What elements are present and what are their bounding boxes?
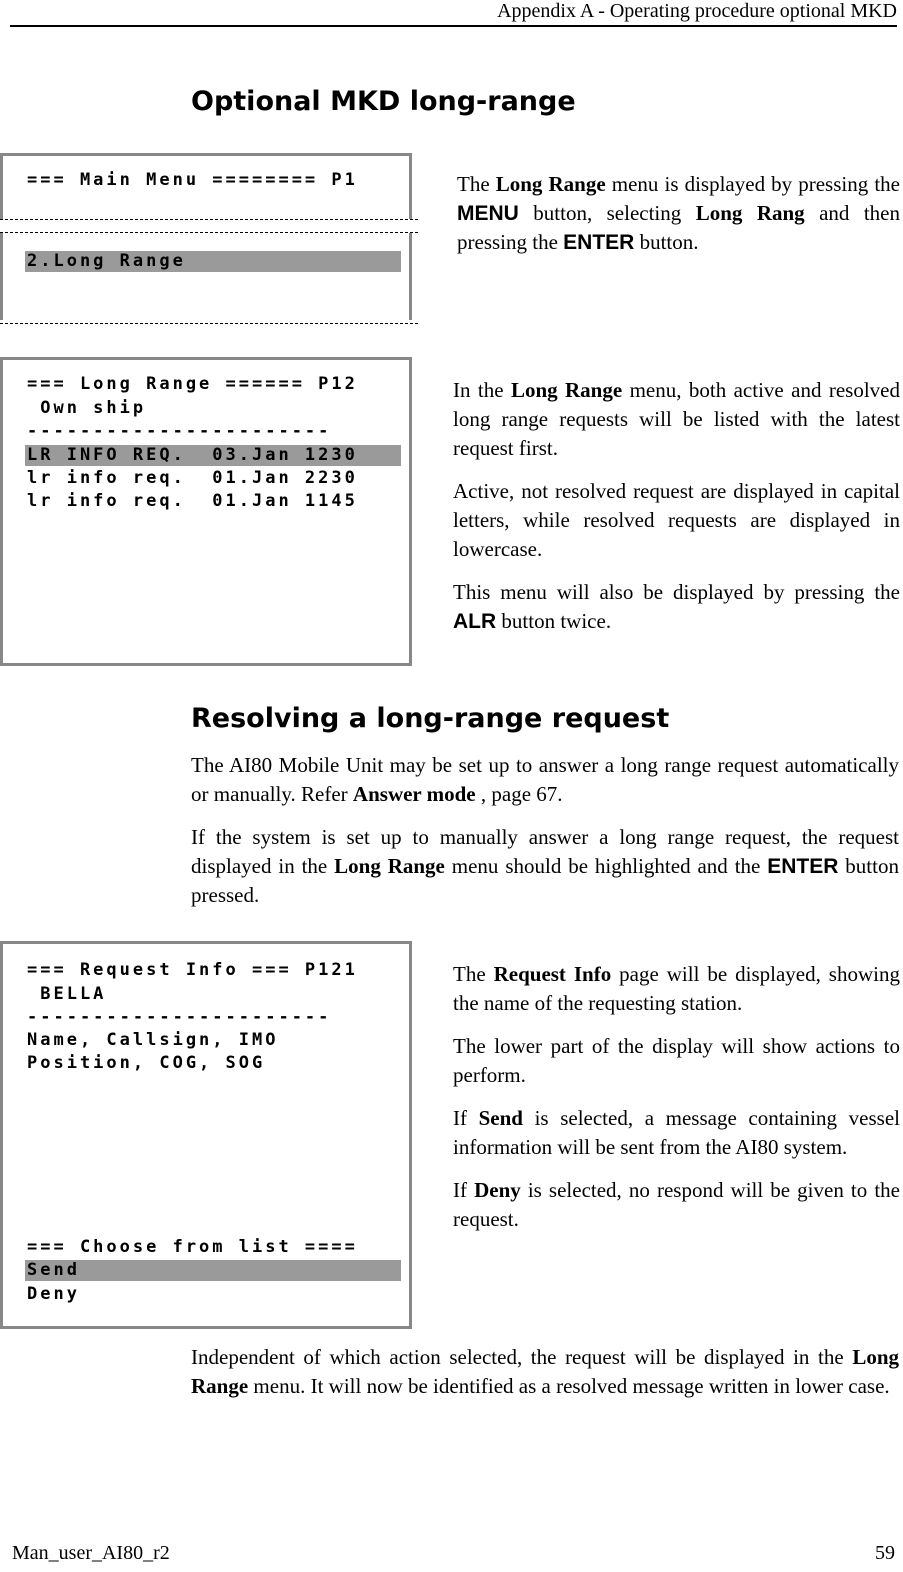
request-info-description: The Request Info page will be displayed, showing the name of the requesting station. The lower part of the display will show actions to perform. If Send is selected, a message containing vessel information will be sent from the AI80 system. If Deny is selected, no respond will be given to the request. [453,962,900,1231]
option-send: Send [27,1260,80,1280]
request-info-screen [0,941,412,1329]
request-info-line: Name, Callsign, IMO [27,1030,279,1050]
request-info-separator: ----------------------- [27,1007,332,1027]
request-info-station: BELLA [27,984,107,1004]
main-menu-description: The Long Range menu is displayed by pressing the MENU button, selecting Long Rang and then pressing the ENTER button. [457,172,901,254]
main-menu-title: === Main Menu ======== P1 [27,170,358,190]
page-header-title: Appendix A - Operating procedure optional MKD [497,0,897,22]
option-deny: Deny [27,1284,80,1304]
long-range-screen [0,357,412,666]
long-range-row: lr info req. 01.Jan 1145 [27,491,358,511]
footer-doc-id: Man_user_AI80_r2 [12,1542,170,1564]
long-range-subtitle: Own ship [27,398,147,418]
long-range-row: lr info req. 01.Jan 2230 [27,468,358,488]
final-description: Independent of which action selected, the request will be displayed in the Long Range menu. It will now be identified as a resolved message written in lower case. [191,1345,899,1398]
screen-cut-gap [0,219,418,233]
section-title-optional-mkd: Optional MKD long-range [191,86,576,117]
request-info-line: Position, COG, SOG [27,1053,266,1073]
choose-list-title: === Choose from list ==== [27,1237,358,1257]
resolve-description: The AI80 Mobile Unit may be set up to answer a long range request automatically or manually. Refer Answer mode , page 67. If the system is set up to manually answer a long range request, the request displayed in the Long Range menu should be highlighted and the ENTER button pressed. [191,753,899,907]
long-range-separator: ----------------------- [27,421,332,441]
long-range-description: In the Long Range menu, both active and resolved long range requests will be listed with the latest request first. Active, not resolved request are displayed in capital letters, while resolved requests are displayed in lowercase. This menu will also be displayed by pressing the ALR button twice. [453,378,900,633]
section-title-resolving: Resolving a long-range request [191,703,670,734]
screen-cut-bottom [0,320,418,340]
footer-page-number: 59 [875,1542,895,1564]
header-rule [10,25,897,27]
choose-list-highlight [25,1260,401,1281]
main-menu-screen [0,153,412,333]
request-info-title: === Request Info === P121 [27,960,358,980]
long-range-row: LR INFO REQ. 03.Jan 1230 [27,445,358,465]
long-range-title: === Long Range ====== P12 [27,374,358,394]
main-menu-selected-item: 2.Long Range [27,251,186,271]
